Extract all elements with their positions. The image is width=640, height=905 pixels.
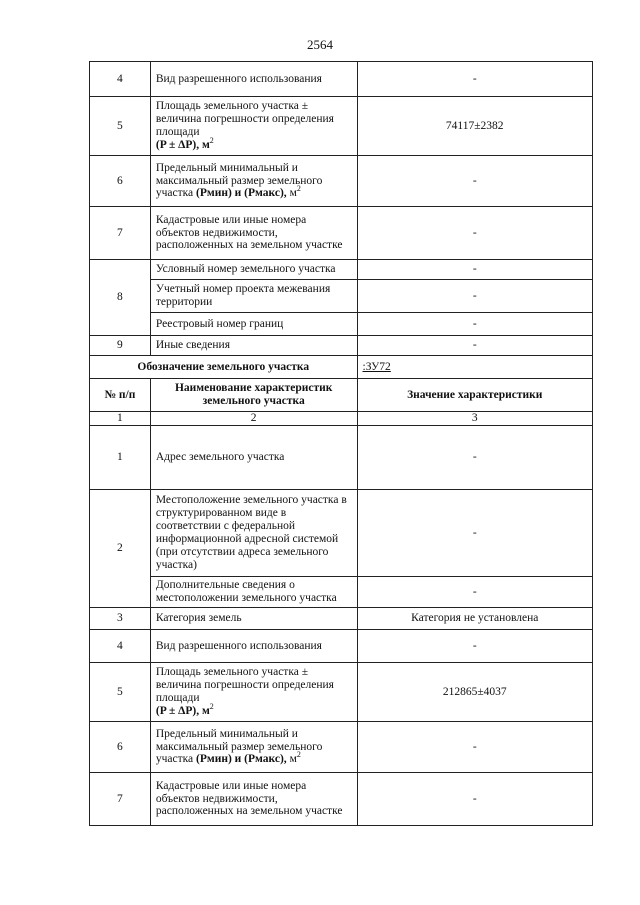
table-row	[90, 773, 593, 826]
row-value: -	[357, 156, 593, 207]
row-number: 4	[90, 630, 151, 663]
row-number: 8	[90, 260, 151, 336]
row-number: 4	[90, 62, 151, 97]
row-name-text: Площадь земельного участка ± величина погрешности определения площади	[155, 666, 334, 704]
row-name-sup: 2	[296, 750, 301, 760]
row-value: 74117±2382	[357, 97, 593, 156]
row-number: 6	[90, 722, 151, 773]
row-name: Вид разрешенного использования	[150, 62, 357, 97]
table-header-row	[90, 379, 593, 412]
row-number: 9	[90, 336, 151, 356]
table-row	[90, 608, 593, 630]
row-name-text: Предельный минимальный и максимальный размер земельного участка	[155, 161, 323, 200]
row-name-bold: (Pмин) и (Pмакс),	[196, 187, 287, 200]
row-name-sup: 2	[209, 136, 214, 146]
table-row	[90, 663, 593, 722]
row-value: Категория не установлена	[357, 608, 593, 630]
row-name-sup: 2	[296, 184, 301, 194]
row-name: Кадастровые или иные номера объектов недвижимости, расположенных на земельном участке	[150, 773, 357, 826]
row-number: 1	[90, 426, 151, 490]
designation-value: :ЗУ72	[357, 356, 593, 379]
row-number: 5	[90, 97, 151, 156]
row-name: Условный номер земельного участка	[150, 260, 357, 280]
row-name: Вид разрешенного использования	[150, 630, 357, 663]
table-row	[90, 426, 593, 490]
row-value: -	[357, 426, 593, 490]
designation-row	[90, 356, 593, 379]
row-name: Адрес земельного участка	[150, 426, 357, 490]
table-row	[90, 336, 593, 356]
table-row	[90, 260, 593, 280]
row-number: 7	[90, 207, 151, 260]
row-number: 7	[90, 773, 151, 826]
row-value: -	[357, 773, 593, 826]
row-value: -	[357, 336, 593, 356]
page-number: 2564	[307, 37, 333, 52]
land-plot-table	[89, 61, 593, 826]
row-value: -	[357, 280, 593, 313]
table-row	[90, 97, 593, 156]
row-value: -	[357, 490, 593, 577]
row-name	[150, 722, 357, 773]
row-name-sup: 2	[209, 702, 214, 712]
row-name: Категория земель	[150, 608, 357, 630]
table-row	[90, 490, 593, 577]
row-name-bold: (Pмин) и (Pмакс),	[196, 753, 287, 766]
row-name: Кадастровые или иные номера объектов недвижимости, расположенных на земельном участке	[150, 207, 357, 260]
row-value: -	[357, 630, 593, 663]
column-index-2: 2	[150, 412, 357, 426]
row-value: -	[357, 313, 593, 336]
row-name-tail: м	[286, 753, 297, 766]
table-row	[90, 630, 593, 663]
row-name-tail: м	[286, 187, 297, 200]
row-name-text: Предельный минимальный и максимальный размер земельного участка	[155, 727, 323, 766]
row-name	[150, 156, 357, 207]
row-name: Реестровый номер границ	[150, 313, 357, 336]
row-number: 6	[90, 156, 151, 207]
column-index-row	[90, 412, 593, 426]
column-index-1: 1	[90, 412, 151, 426]
table-row	[90, 280, 593, 313]
row-name: Местоположение земельного участка в структурированном виде в соответствии с федеральной информационной адресной системой (при отсутствии адреса земельного участка)	[150, 490, 357, 577]
row-name	[150, 663, 357, 722]
row-value: -	[357, 260, 593, 280]
row-value: -	[357, 577, 593, 608]
row-name-text: Площадь земельного участка ± величина погрешности определения площади	[155, 100, 334, 138]
designation-label: Обозначение земельного участка	[90, 356, 358, 379]
row-number: 5	[90, 663, 151, 722]
header-name: Наименование характеристик земельного участка	[150, 379, 357, 412]
column-index-3: 3	[357, 412, 593, 426]
row-name: Дополнительные сведения о местоположении земельного участка	[150, 577, 357, 608]
table-row	[90, 62, 593, 97]
table-row	[90, 577, 593, 608]
table-row	[90, 313, 593, 336]
header-number: № п/п	[90, 379, 151, 412]
row-value: -	[357, 62, 593, 97]
row-value: -	[357, 207, 593, 260]
header-value: Значение характеристики	[357, 379, 593, 412]
table-row	[90, 207, 593, 260]
row-name: Иные сведения	[150, 336, 357, 356]
row-name-bold: (P ± ΔP), м	[155, 138, 210, 151]
row-value: -	[357, 722, 593, 773]
row-name: Учетный номер проекта межевания территории	[150, 280, 357, 313]
row-number: 2	[90, 490, 151, 608]
table-row	[90, 722, 593, 773]
row-name	[150, 97, 357, 156]
row-number: 3	[90, 608, 151, 630]
row-value: 212865±4037	[357, 663, 593, 722]
row-name-bold: (P ± ΔP), м	[155, 704, 210, 717]
table-row	[90, 156, 593, 207]
